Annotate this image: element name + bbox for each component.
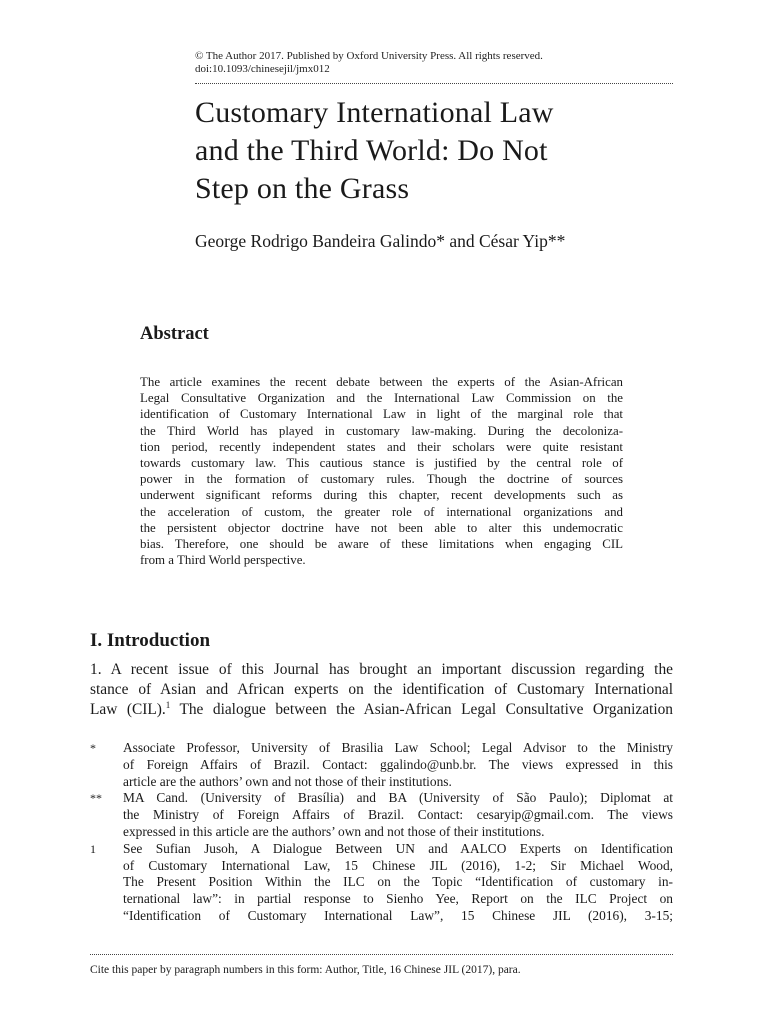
abstract-line: the acceleration of custom, the greater role of international organizations and (140, 504, 623, 519)
body-line (90, 700, 673, 720)
abstract-body (140, 374, 623, 568)
doi: doi:10.1093/chinesejil/jmx012 (195, 63, 330, 75)
title-line: Step on the Grass (195, 172, 410, 205)
abstract-line: tion period, recently independent states and their scholars were quite resistant (140, 439, 623, 454)
author-line: George Rodrigo Bandeira Galindo* and César Yip** (195, 231, 566, 251)
footnote-line: of Foreign Affairs of Brazil. Contact: ggalindo@unb.br. The views expressed in this (123, 756, 673, 772)
abstract-line: the persistent objector doctrine have not been able to alter this undemocratic (140, 520, 623, 535)
footnote-line: article are the authors’ own and not those of their institutions. (123, 773, 452, 789)
abstract-line: identification of Customary International Law in light of the marginal role that (140, 407, 623, 422)
section-heading-introduction: I. Introduction (90, 630, 211, 651)
title-line: Customary International Law (195, 96, 554, 129)
abstract-heading: Abstract (140, 324, 209, 344)
footnote-author-1 (90, 740, 673, 790)
footnote-mark: * (90, 741, 96, 755)
header-divider (195, 83, 673, 84)
footnote-line: of Customary International Law, 15 Chinese JIL (2016), 1-2; Sir Michael Wood, (123, 857, 673, 873)
footnote-line: “Identification of Customary International Law”, 15 Chinese JIL (2016), 3-15; (123, 907, 673, 923)
body-text: The dialogue between the Asian-African Legal Consultative Organization (170, 701, 673, 718)
abstract-line: power in the formation of customary rules. Though the doctrine of sources (140, 472, 623, 487)
abstract-line: Legal Consultative Organization and the International Law Commission on the (140, 391, 623, 406)
footnote-line: The Present Position Within the ILC on the Topic “Identification of customary in- (123, 874, 673, 890)
footnote-1 (90, 841, 673, 925)
footer-divider (90, 954, 673, 955)
footnote-line: ternational law”: in partial response to Sienho Yee, Report on the ILC Project on (123, 891, 673, 907)
introduction-paragraph (90, 660, 673, 720)
footnote-line: expressed in this article are the authors’ own and not those of their institutions. (123, 823, 545, 839)
footnote-text (123, 790, 673, 840)
footnote-mark: ** (90, 791, 102, 806)
abstract-line: underwent significant reforms during this chapter, recent developments such as (140, 488, 623, 503)
body-line: stance of Asian and African experts on the identification of Customary International (90, 681, 673, 698)
footnote-text (123, 841, 673, 925)
footnote-text (123, 740, 673, 790)
copyright-notice: © The Author 2017. Published by Oxford University Press. All rights reserved. (195, 50, 543, 62)
body-text: Law (CIL). (90, 701, 166, 718)
citation-instruction: Cite this paper by paragraph numbers in this form: Author, Title, 16 Chinese JIL (2017), para. (90, 964, 521, 976)
footnote-line: the Ministry of Foreign Affairs of Brazil. Contact: cesaryip@gmail.com. The views (123, 807, 673, 823)
footnotes (90, 740, 673, 925)
footnote-line: See Sufian Jusoh, A Dialogue Between UN and AALCO Experts on Identification (123, 840, 673, 856)
abstract-line: towards customary law. This cautious stance is justified by the central role of (140, 456, 623, 471)
abstract-line: bias. Therefore, one should be aware of these limitations when engaging CIL (140, 537, 623, 552)
title-line: and the Third World: Do Not (195, 134, 548, 167)
footnote-line: MA Cand. (University of Brasília) and BA (University of São Paulo); Diplomat at (123, 790, 673, 806)
footnote-author-2 (90, 790, 673, 840)
footnote-ref-1[interactable]: 1 (165, 700, 171, 710)
body-line: 1. A recent issue of this Journal has brought an important discussion regarding the (90, 661, 673, 678)
article-title (195, 94, 675, 208)
abstract-line: the Third World has played in customary law-making. During the decoloniza- (140, 423, 623, 438)
abstract-line: The article examines the recent debate between the experts of the Asian-African (140, 375, 623, 389)
abstract-line: from a Third World perspective. (140, 553, 306, 568)
footnote-line: Associate Professor, University of Brasilia Law School; Legal Advisor to the Ministry (123, 740, 673, 755)
publication-meta (195, 50, 675, 76)
footnote-mark: 1 (90, 841, 96, 856)
